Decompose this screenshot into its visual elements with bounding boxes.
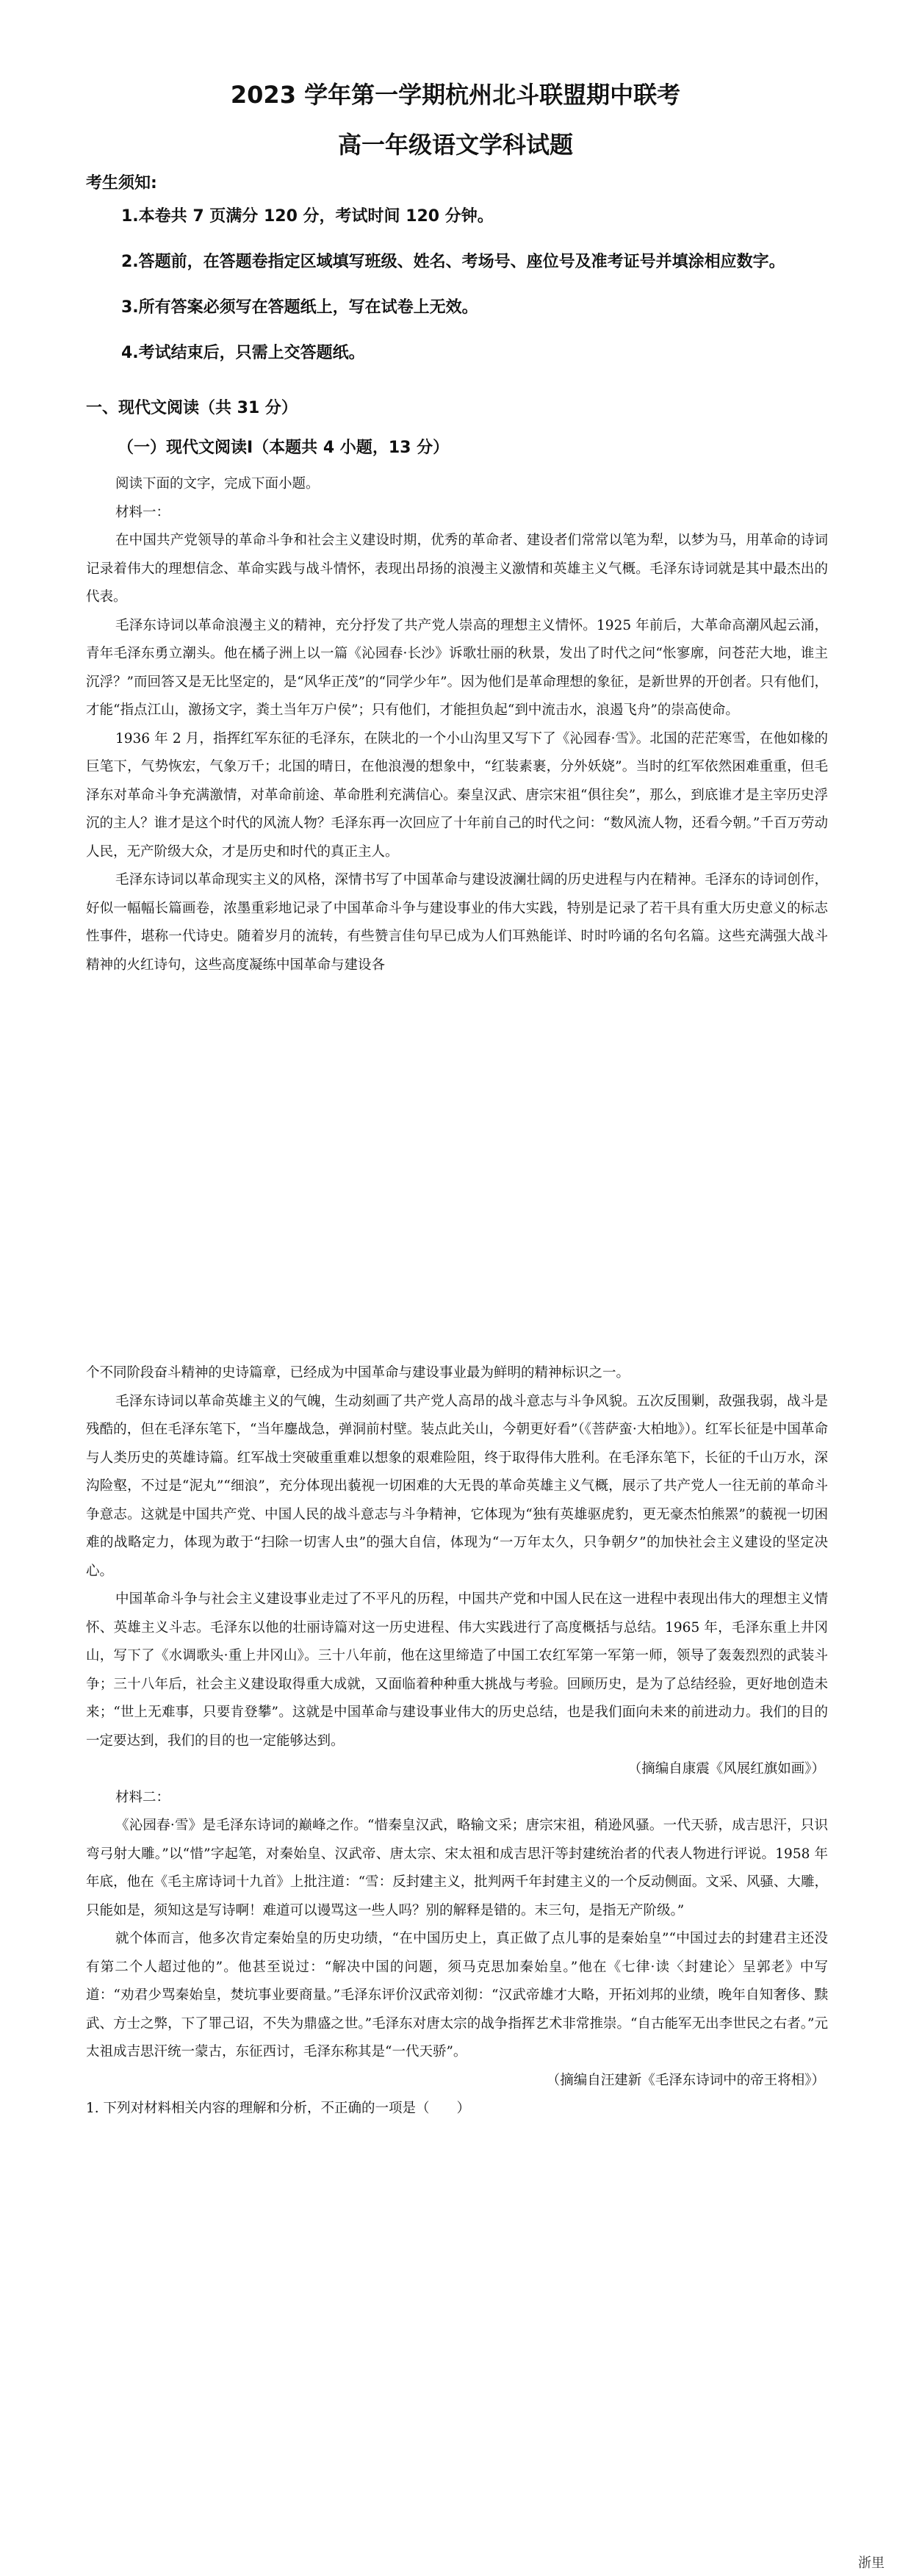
notice-heading: 考生须知: (86, 174, 157, 193)
notice-item: 2.答题前，在答题卷指定区域填写班级、姓名、考场号、座位号及准考证号并填涂相应数字。 (121, 253, 785, 271)
instruction-text: 阅读下面的文字，完成下面小题。 (115, 476, 320, 492)
notice-item: 1.本卷共 7 页满分 120 分，考试时间 120 分钟。 (121, 207, 494, 226)
question-1: 1. 下列对材料相关内容的理解和分析，不正确的一项是（ ） (86, 2101, 471, 2116)
footer-text: 浙里 (858, 2555, 885, 2571)
exam-subtitle: 高一年级语文学科试题 (337, 131, 573, 159)
paragraph: 在中国共产党领导的革命斗争和社会主义建设时期，优秀的革命者、建设者们常常以笔为犁，以梦为马，用革命的诗词记录着伟大的理想信念、革命实践与战斗情怀，表现出昂扬的浪漫主义激情和英雄主义气概。毛泽东诗词就是其中最杰出的代表。 (86, 533, 828, 605)
notice-item: 4.考试结束后，只需上交答题纸。 (121, 344, 365, 362)
material1-label: 材料一： (115, 504, 170, 520)
material2-source: （摘编自汪建新《毛泽东诗词中的帝王将相》） (546, 2072, 825, 2088)
paragraph: 中国革命斗争与社会主义建设事业走过了不平凡的历程，中国共产党和中国人民在这一进程中表现出伟大的理想主义情怀、英雄主义斗志。毛泽东以他的壮丽诗篇对这一历史进程、伟大实践进行了高度概括与总结。1965 年，毛泽东重上井冈山，写下了《水调歌头·重上井冈山》。三十八年前，他在这里缔造了中国工农红军第一军第一师，领导了轰轰烈烈的武装斗争；三十八年后，社会主义建设取得重大成就，又面临着种种重大挑战与考验。回顾历史，是为了总结经验，更好地创造未来；“世上无难事，只要肯登攀”。这就是中国革命与建设事业伟大的历史总结，也是我们面向未来的前进动力。我们的目的一定要达到，我们的目的也一定能够达到。 (86, 1591, 828, 1749)
paragraph: 毛泽东诗词以革命英雄主义的气魄，生动刻画了共产党人高昂的战斗意志与斗争风貌。五次反围剿，敌强我弱，战斗是残酷的，但在毛泽东笔下，“当年鏖战急，弹洞前村壁。装点此关山，今朝更好看”（《菩萨蛮·大柏地》）。红军长征是中国革命与人类历史的英雄诗篇。红军战士突破重重难以想象的艰难险阻，终于取得伟大胜利。在毛泽东笔下，长征的千山万水，深沟险壑，不过是“泥丸”“细浪”，充分体现出藐视一切困难的大无畏的革命英雄主义气概，展示了共产党人一往无前的革命斗争意志。这就是中国共产党、中国人民的战斗意志与斗争精神，它体现为“独有英雄驱虎豹，更无豪杰怕熊罴”的藐视一切困难的战略定力，体现为敢于“扫除一切害人虫”的强大自信，体现为“一万年太久，只争朝夕”的加快社会主义建设的坚定决心。 (86, 1393, 828, 1579)
paragraph: 1936 年 2 月，指挥红军东征的毛泽东，在陕北的一个小山沟里又写下了《沁园春·雪》。北国的茫茫寒雪，在他如椽的巨笔下，气势恢宏，气象万千；北国的晴日，在他浪漫的想象中，“红装素裹，分外妖娆”。当时的红军依然困难重重，但毛泽东对革命斗争充满激情，对革命前途、革命胜利充满信心。秦皇汉武、唐宗宋祖“俱往矣”，那么，到底谁才是主宰历史浮沉的主人？谁才是这个时代的风流人物？毛泽东再一次回应了十年前自己的时代之问：“数风流人物，还看今朝。”千百万劳动人民，无产阶级大众，才是历史和时代的真正主人。 (86, 730, 828, 860)
paragraph: 毛泽东诗词以革命浪漫主义的精神，充分抒发了共产党人崇高的理想主义情怀。1925 年前后，大革命高潮风起云涌，青年毛泽东勇立潮头。他在橘子洲上以一篇《沁园春·长沙》诉歌壮丽的秋景，发出了时代之问“怅寥廓，问苍茫大地，谁主沉浮？”而回答又是无比坚定的，是“风华正茂”的“同学少年”。因为他们是革命理想的象征，是新世界的开创者。只有他们，才能“指点江山，激扬文字，粪土当年万户侯”；只有他们，才能担负起“到中流击水，浪遏飞舟”的崇高使命。 (86, 617, 828, 718)
passage-part-1 (86, 470, 828, 979)
material2-label: 材料二： (115, 1789, 170, 1805)
paragraph: 就个体而言，他多次肯定秦始皇的历史功绩，“在中国历史上，真正做了点儿事的是秦始皇”“中国过去的封建君主还没有第二个人超过他的”。他甚至说过：“解决中国的问题，须马克思加秦始皇。”他在《七律·读〈封建论〉呈郭老》中写道：“劝君少骂秦始皇，焚坑事业要商量。”毛泽东评价汉武帝刘彻：“汉武帝雄才大略，开拓刘邦的业绩，晚年自知奢侈、黩武、方士之弊，下了罪己诏，不失为鼎盛之世。”毛泽东对唐太宗的战争指挥艺术非常推崇。“自古能军无出李世民之右者。”元太祖成吉思汗统一蒙古，东征西讨，毛泽东称其是“一代天骄”。 (86, 1931, 828, 2059)
paragraph: 《沁园春·雪》是毛泽东诗词的巅峰之作。“惜秦皇汉武，略输文采；唐宗宋祖，稍逊风骚。一代天骄，成吉思汗，只识弯弓射大雕。”以“惜”字起笔，对秦始皇、汉武帝、唐太宗、宋太祖和成吉思汗等封建统治者的代表人物进行评说。1958 年年底，他在《毛主席诗词十九首》上批注道：“雪：反封建主义，批判两千年封建主义的一个反动侧面。文采、风骚、大雕，只能如是，须知这是写诗啊！难道可以谩骂这一些人吗？别的解释是错的。末三句，是指无产阶级。” (86, 1818, 828, 1918)
notice-list (86, 194, 828, 376)
passage-part-2 (86, 1359, 828, 2123)
material1-source: （摘编自康震《风展红旗如画》） (627, 1761, 825, 1777)
subsection-heading: （一）现代文阅读Ⅰ（本题共 4 小题，13 分） (118, 439, 450, 457)
exam-title: 2023 学年第一学期杭州北斗联盟期中联考 (230, 81, 681, 109)
section-heading: 一、现代文阅读（共 31 分） (86, 399, 298, 417)
notice-item: 3.所有答案必须写在答题纸上，写在试卷上无效。 (121, 298, 478, 317)
paragraph-continuation: 个不同阶段奋斗精神的史诗篇章，已经成为中国革命与建设事业最为鲜明的精神标识之一。 (86, 1365, 630, 1381)
paragraph: 毛泽东诗词以革命现实主义的风格，深情书写了中国革命与建设波澜壮阔的历史进程与内在精神。毛泽东的诗词创作，好似一幅幅长篇画卷，浓墨重彩地记录了中国革命斗争与建设事业的伟大实践，特别是记录了若干具有重大历史意义的标志性事件，堪称一代诗史。随着岁月的流转，有些赞言佳句早已成为人们耳熟能详、时时吟诵的名句名篇。这些充满强大战斗精神的火红诗句，这些高度凝练中国革命与建设各 (86, 872, 828, 973)
